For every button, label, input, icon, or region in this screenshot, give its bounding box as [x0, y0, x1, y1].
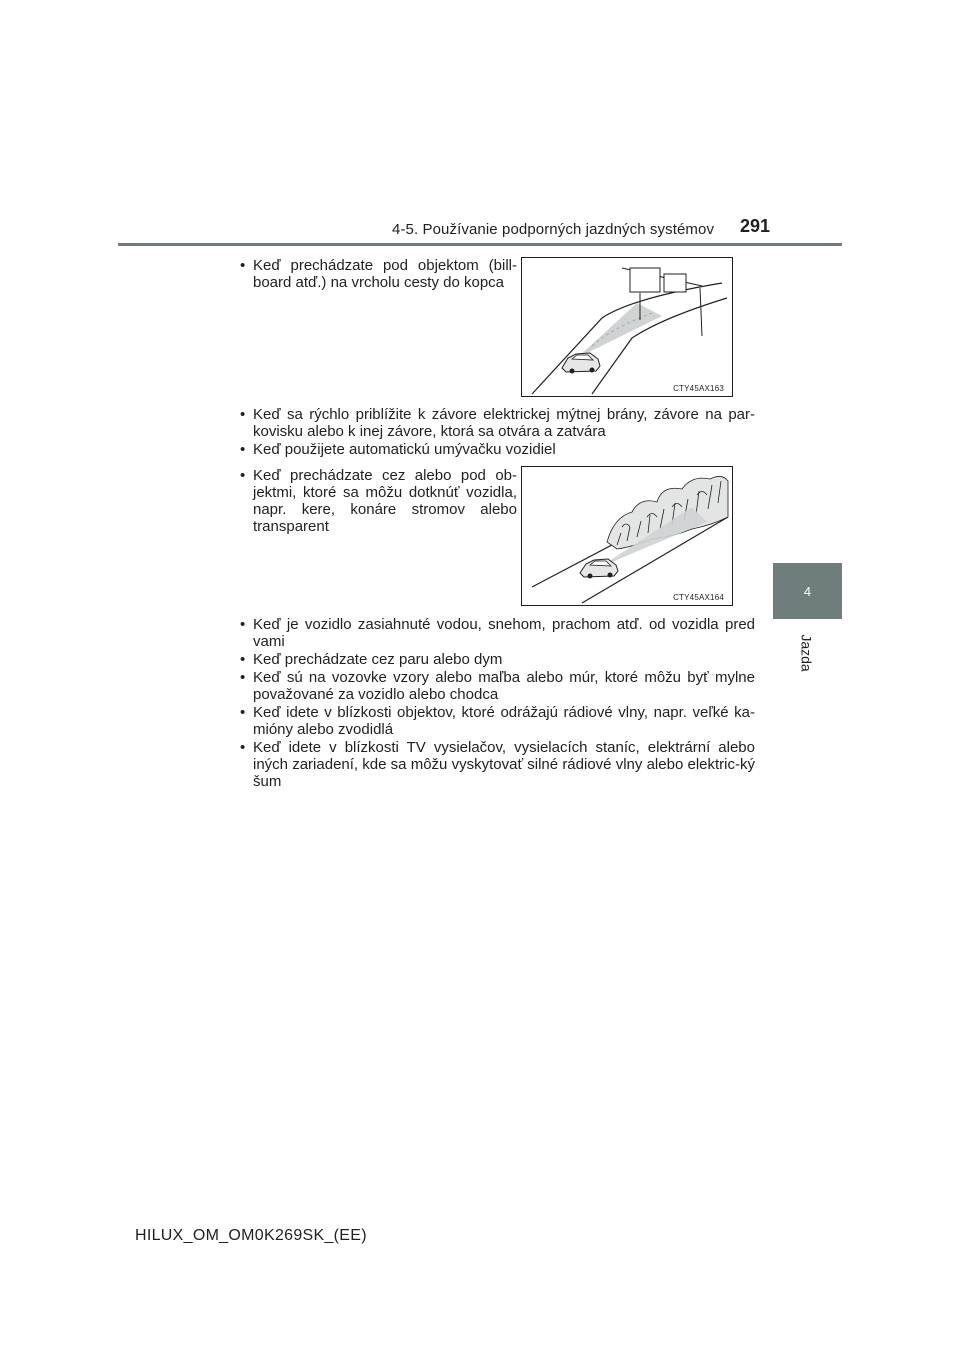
list-item: • Keď prechádzate cez paru alebo dym [240, 651, 755, 668]
chapter-tab[interactable]: 4 [773, 563, 842, 619]
list-item: • Keď idete v blízkosti objektov, ktoré odrážajú rádiové vlny, napr. veľké ka-mióny alebo zvodidlá [240, 704, 755, 738]
list-item: • Keď sú na vozovke vzory alebo maľba alebo múr, ktoré môžu byť mylne považované za vozidlo alebo chodca [240, 669, 755, 703]
billboard-illustration [522, 258, 732, 396]
list-item: • Keď prechádzate pod objektom (bill-board atď.) na vrcholu cesty do kopca [240, 257, 517, 291]
list-item: • Keď sa rýchlo priblížite k závore elektrickej mýtnej brány, závore na par-kovisku alebo k inej závore, ktorá sa otvára a zatvára [240, 406, 755, 440]
figure-billboard-hill [521, 257, 733, 397]
chapter-label: Jazda [798, 634, 815, 672]
page-number: 291 [740, 216, 771, 236]
list-item: • Keď použijete automatickú umývačku vozidiel [240, 441, 755, 458]
list-item: • Keď prechádzate cez alebo pod ob-jektmi, ktoré sa môžu dotknúť vozidla, napr. kere, konáre stromov alebo transparent [240, 467, 517, 535]
list-item: • Keď je vozidlo zasiahnuté vodou, snehom, prachom atď. od vozidla pred vami [240, 616, 755, 650]
figure-bushes [521, 466, 733, 606]
document-id: HILUX_OM_OM0K269SK_(EE) [135, 1227, 367, 1244]
list-item: • Keď idete v blízkosti TV vysielačov, vysielacích staníc, elektrární alebo iných zariadení, kde sa môžu vyskytovať silné rádiové vlny alebo elektric-ký šum [240, 739, 755, 790]
figure-code: CTY45AX164 [673, 593, 724, 602]
section-title: 4-5. Používanie podporných jazdných systémov [392, 221, 715, 238]
figure-code: CTY45AX163 [673, 384, 724, 393]
header-rule [118, 243, 842, 246]
bushes-illustration [522, 467, 732, 605]
